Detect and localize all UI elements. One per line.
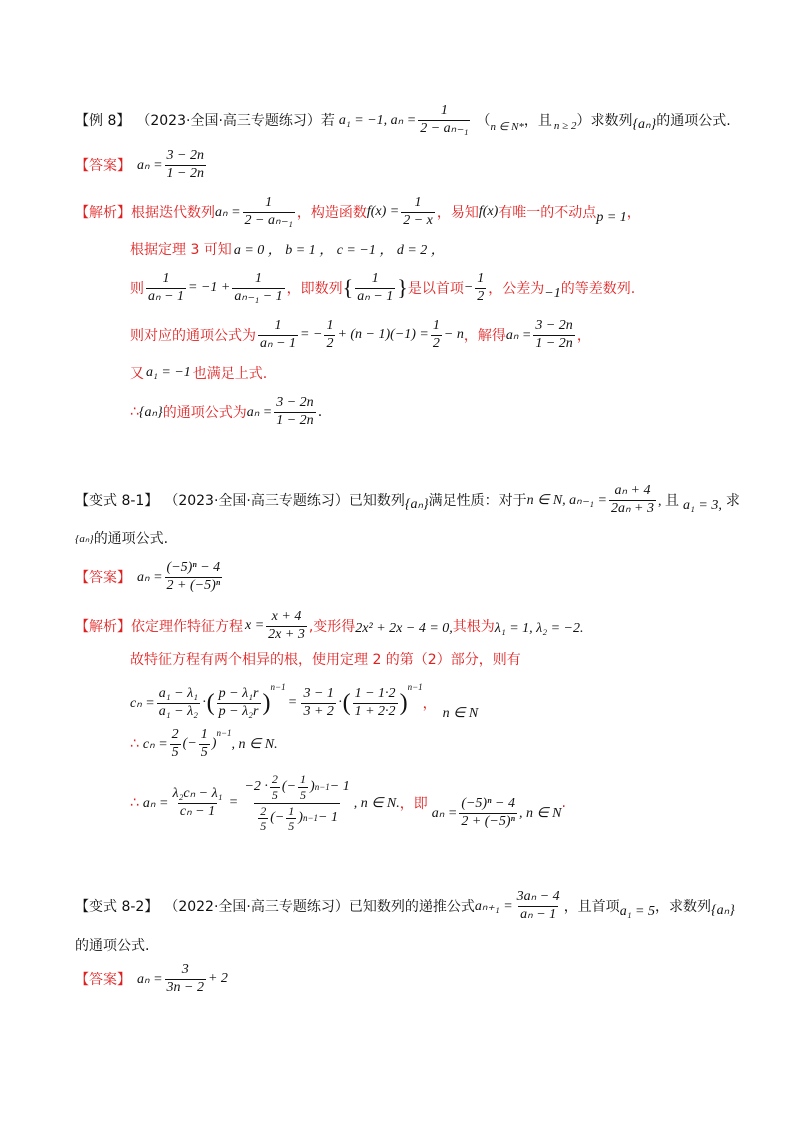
sequence-an: {aₙ} (632, 116, 657, 132)
variant-8-1-solution-cn-simplified: ∴ cₙ = $\frac{2}{5}$ (− $\frac{1}{5}$ ) n−1 , n ∈ N. (130, 726, 278, 760)
condition-a1: a₁ = −1, aₙ = (338, 112, 417, 128)
example-8-question: 【例 8】 （2023·全国·高三专题练习）若 a₁ = −1, aₙ = $\frac{1}{\text{2 − aₙ₋₁}}$ （ n ∈ N* ，且 n ≥ 2 ）求数列 {aₙ} 的通项公式. (75, 102, 731, 136)
solution-label: 【解析】 (75, 205, 131, 221)
recurrence-fraction: $\frac{1}{\text{2 − aₙ₋₁}}$ (420, 102, 469, 136)
variant-8-1-solution-line-1: 【解析】 依定理作特征方程 x = $\frac{x + 4}{2x + 3}$ ,变形得 2x² + 2x − 4 = 0, 其根为 λ₁ = 1, λ₂ = −2. (75, 608, 584, 642)
solution-line-6: ∴ {aₙ} 的通项公式为 aₙ = $\frac{3 - 2n}{1 - 2n}$ . (130, 394, 323, 428)
variant-8-2-answer: 【答案】 aₙ = $\frac{3}{3n - 2}$ + 2 (75, 961, 228, 995)
solution-label: 【解析】 (75, 619, 131, 635)
solution-line-2: 根据定理 3 可知 a = 0 ， b = 1 ， c = −1 ， d = 2 ， (130, 242, 445, 258)
n-ge-2: n ≥ 2 (553, 120, 577, 132)
solution-line-1: 【解析】 根据迭代数列 aₙ = $\frac{1}{\text{2 − aₙ₋₁}}$ ，构造函数 f(x) = $\frac{1}{2 - x}$ ，易知 f(x) 有唯一的不动点 p = 1 ， (75, 194, 641, 228)
solution-line-3: 则 $\frac{1}{\text{aₙ − 1}}$ = −1 + $\frac{1}{\text{aₙ₋₁ − 1}}$ ，即数列 { $\frac{1}{\text{aₙ − 1}}$ } 是以首项 − $\frac{1}{2}$ ，公差为 −1 的等差数列. (130, 270, 636, 304)
variant-tag: 【变式 8-2】 (75, 899, 159, 915)
example-8-answer: 【答案】 aₙ = $\frac{3 - 2n}{1 - 2n}$ (75, 147, 204, 181)
variant-8-1-solution-cn: cₙ = $\frac{\text{a₁ − λ₁}}{\text{a₁ − λ₂}}$ · ( $\frac{\text{p − λ₁r}}{\text{p − λ₂r}}$ ) n−1 = $\frac{3 - 1}{3 + 2}$ · ( $\frac{1 - 1\cdot 2}{1 + 2\cdot 2}$ ) n−1 ， n ∈ N (130, 682, 479, 721)
variant-8-1-solution-line-2: 故特征方程有两个相异的根，使用定理 2 的第（2）部分，则有 (130, 652, 521, 668)
answer-fraction: $\frac{3 - 2n}{1 - 2n}$ (166, 147, 204, 181)
variant-8-1-question-line-2: {aₙ} 的通项公式. (75, 531, 169, 547)
variant-8-1-question: 【变式 8-1】 （2023·全国·高三专题练习）已知数列 {aₙ} 满足性质：对于 n ∈ N, aₙ₋₁ = $\frac{\text{aₙ + 4}}{\text{2aₙ + 3}}$ , 且 a₁ = 3, 求 (75, 482, 740, 516)
example-source: （2023·全国·高三专题练习）若 (136, 113, 335, 129)
variant-tag: 【变式 8-1】 (75, 493, 159, 509)
variant-8-1-answer: 【答案】 aₙ = $\frac{\text{(−5)ⁿ − 4}}{\text{2 + (−5)ⁿ}}$ (75, 559, 221, 593)
variant-8-1-solution-an: ∴ aₙ = $\frac{\text{λ₂cₙ − λ₁}}{\text{cₙ − 1}}$ = −2 · $\frac{2}{5}$ (− $\frac{1}{5}$ ) n−1 − 1 $\frac{2}{5}$ (− $\frac{1}{5}$ ) n−1 − 1 , n ∈ N. ，即 aₙ = $\frac{\text{(−5)ⁿ − 4}}{\text{2 + (−5)ⁿ}}$ , n ∈ N . (130, 772, 566, 834)
example-tag: 【例 8】 (75, 113, 131, 129)
solution-line-4: 则对应的通项公式为 $\frac{1}{\text{aₙ − 1}}$ = − $\frac{1}{2}$ + (n − 1)(−1) = $\frac{1}{2}$ − n ，解得 aₙ = $\frac{3 - 2n}{1 - 2n}$ ， (130, 317, 591, 351)
variant-8-2-question: 【变式 8-2】 （2022·全国·高三专题练习）已知数列的递推公式 aₙ₊₁ = $\frac{\text{3aₙ − 4}}{\text{aₙ − 1}}$ ，且首项 a₁ = 5 ，求数列 {aₙ} (75, 888, 735, 922)
variant-8-2-question-line-2: 的通项公式. (75, 938, 150, 954)
answer-label: 【答案】 (75, 570, 131, 586)
solution-line-5: 又 a₁ = −1 也满足上式. (130, 365, 268, 382)
answer-label: 【答案】 (75, 158, 131, 174)
n-domain: n ∈ N* (490, 120, 524, 133)
answer-label: 【答案】 (75, 972, 131, 988)
